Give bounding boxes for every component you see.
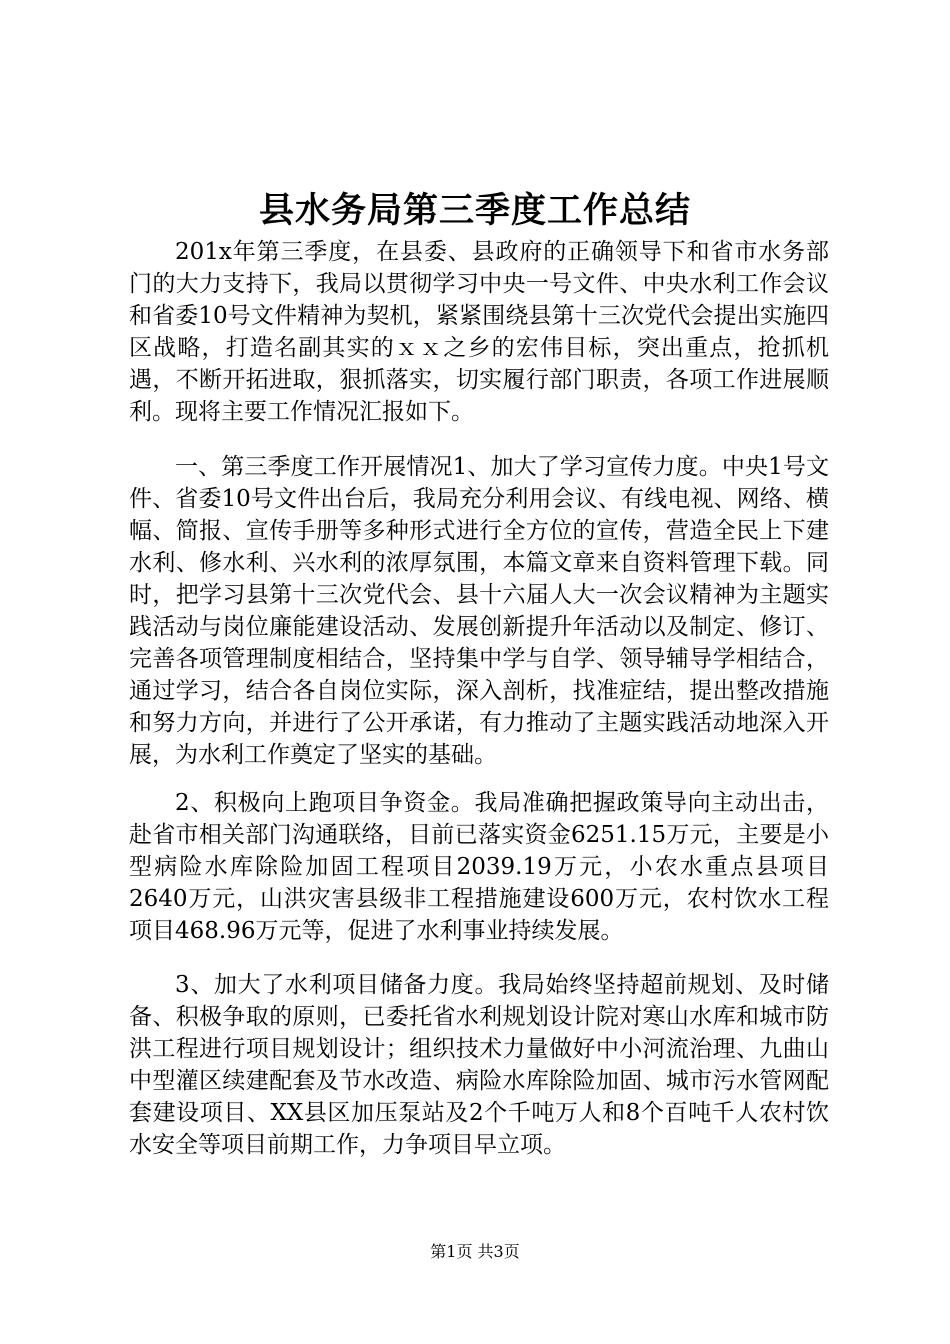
paragraph-text: 2、积极向上跑项目争资金。我局准确把握政策导向主动出击，赴省市相关部门沟通联络，目前已落实资金6251.15万元，主要是小型病险水库除险加固工程项目2039.19万元，小农水重点县项目2640万元，山洪灾害县级非工程措施建设600万元，农村饮水工程项目468.96万元等，促进了水利事业持续发展。	[129, 790, 829, 944]
paragraph-text: 一、第三季度工作开展情况1、加大了学习宣传力度。中央1号文件、省委10号文件出台后，我局充分利用会议、有线电视、网络、横幅、简报、宣传手册等多种形式进行全方位的宣传，营造全民上下建水利、修水利、兴水利的浓厚氛围，本篇文章来自资料管理下载。同时，把学习县第十三次党代会、县十六届人大一次会议精神为主题实践活动与岗位廉能建设活动、发展创新提升年活动以及制定、修订、完善各项管理制度相结合，坚持集中学与自学、领导辅导学相结合，通过学习，结合各自岗位实际，深入剖析，找准症结，提出整改措施和努力方向，并进行了公开承诺，有力推动了主题实践活动地深入开展，为水利工作奠定了坚实的基础。	[129, 454, 829, 768]
document-title: 县水务局第三季度工作总结	[258, 190, 691, 231]
paragraph-section-1	[129, 451, 829, 771]
page-footer: 第1页 共3页	[430, 1242, 520, 1261]
paragraph-section-3	[129, 969, 829, 1161]
paragraph-intro	[129, 236, 829, 428]
paragraph-section-2	[129, 787, 829, 947]
paragraph-text: 3、加大了水利项目储备力度。我局始终坚持超前规划、及时储备、积极争取的原则，已委托省水利规划设计院对寒山水库和城市防洪工程进行项目规划设计；组织技术力量做好中小河流治理、九曲山中型灌区续建配套及节水改造、病险水库除险加固、城市污水管网配套建设项目、XX县区加压泵站及2个千吨万人和8个百吨千人农村饮水安全等项目前期工作，力争项目早立项。	[129, 972, 829, 1158]
paragraph-text: 201x年第三季度，在县委、县政府的正确领导下和省市水务部门的大力支持下，我局以贯彻学习中央一号文件、中央水利工作会议和省委10号文件精神为契机，紧紧围绕县第十三次党代会提出实施四区战略，打造名副其实的ｘｘ之乡的宏伟目标，突出重点，抢抓机遇，不断开拓进取，狠抓落实，切实履行部门职责，各项工作进展顺利。现将主要工作情况汇报如下。	[129, 239, 829, 425]
